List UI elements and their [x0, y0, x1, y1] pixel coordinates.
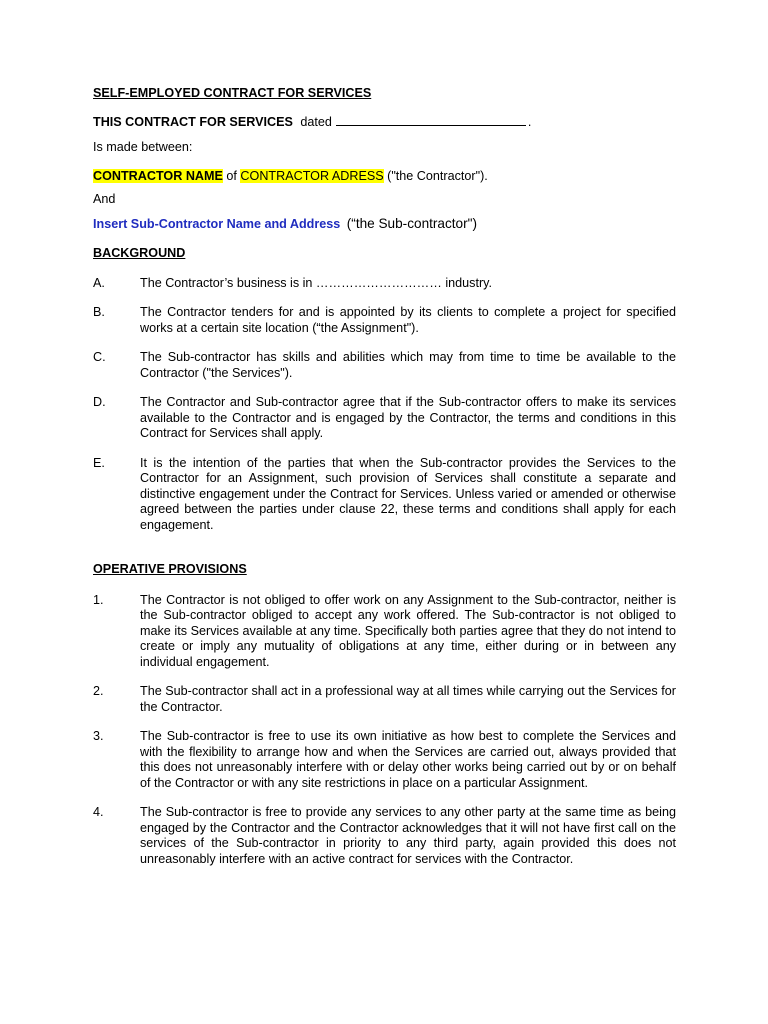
item-text: The Sub-contractor shall act in a professional way at all times while carrying out the Services for the Contractor.	[140, 684, 676, 714]
list-item	[93, 350, 676, 381]
item-text: It is the intention of the parties that when the Sub-contractor provides the Services to the Contractor for an Assignment, such provision of Services shall constitute a separate and distinctive engagement under the Contract for Services. Unless varied or amended or otherwise agreed between the parties under clause 22, these terms and conditions shall apply for each engagement.	[140, 455, 676, 532]
item-text: The Sub-contractor is free to provide any services to any other party at the same time as being engaged by the Contractor and the Contractor acknowledges that it will not have first call on the services of the Sub-contractor in priority to any third party, again provided this does not unreasonably interfere with an active contract for services with the Contractor.	[140, 805, 676, 866]
background-heading: BACKGROUND	[93, 246, 186, 260]
list-item	[93, 276, 676, 292]
provisions-list	[93, 593, 676, 868]
item-label: 1.	[93, 592, 104, 607]
item-label: 2.	[93, 684, 104, 698]
item-label: 4.	[93, 805, 104, 819]
item-label: B.	[93, 305, 105, 319]
item-text: The Sub-contractor has skills and abilities which may from time to time be available to the Contractor ("the Services").	[140, 350, 676, 380]
subcontractor-line	[93, 216, 676, 233]
of-text: of	[226, 168, 237, 183]
the-contractor-text: ("the Contractor").	[387, 168, 488, 183]
item-label: 3.	[93, 729, 104, 743]
contractor-address-field: CONTRACTOR ADRESS	[240, 168, 384, 183]
intro-end: .	[527, 114, 532, 129]
made-between-text: Is made between:	[93, 140, 193, 154]
operative-heading: OPERATIVE PROVISIONS	[93, 562, 247, 576]
list-item	[93, 305, 676, 336]
item-label: D.	[93, 395, 106, 409]
list-item	[93, 729, 676, 791]
item-text: The Contractor and Sub-contractor agree that if the Sub-contractor offers to make its services available to the Contractor and is engaged by the Contractor, the terms and conditions in this Contract for Services shall apply.	[140, 395, 676, 440]
contract-page	[93, 86, 676, 867]
and-text: And	[93, 192, 116, 206]
the-subcontractor-text: (“the Sub-contractor")	[346, 215, 478, 231]
intro-dated-text: dated	[300, 114, 332, 129]
date-blank-line	[336, 114, 526, 126]
item-text: The Contractor is not obliged to offer work on any Assignment to the Sub-contractor, neither is the Sub-contractor obliged to accept any work offered. The Sub-contractor is not obliged to make its Services available at any time. Specifically both parties agree that they do not intend to create or imply any mutuality of obligations at any time, either during or in between any individual engagement.	[140, 592, 676, 669]
subcontractor-placeholder: Insert Sub-Contractor Name and Address	[93, 216, 341, 231]
contractor-line	[93, 169, 676, 185]
list-item	[93, 684, 676, 715]
list-item	[93, 593, 676, 671]
contractor-name-field: CONTRACTOR NAME	[93, 168, 223, 183]
list-item	[93, 395, 676, 442]
document-title: SELF-EMPLOYED CONTRACT FOR SERVICES	[93, 86, 372, 100]
background-list	[93, 276, 676, 534]
item-label: C.	[93, 350, 106, 364]
item-label: A.	[93, 275, 105, 290]
item-label: E.	[93, 455, 105, 470]
item-text: The Contractor’s business is in ………………………… industry.	[140, 275, 493, 290]
item-text: The Sub-contractor is free to use its own initiative as how best to complete the Services and with the flexibility to arrange how and when the Services are carried out, always provided that this does not unreasonably interfere with or delay other works being carried out by or on behalf of the Contractor or with any site restrictions in place on a particular Assignment.	[140, 729, 676, 790]
list-item	[93, 805, 676, 867]
item-text: The Contractor tenders for and is appointed by its clients to complete a project for specified works at a certain site location (“the Assignment").	[140, 305, 676, 335]
intro-bold-text: THIS CONTRACT FOR SERVICES	[93, 114, 293, 129]
intro-line	[93, 114, 676, 131]
list-item	[93, 456, 676, 534]
